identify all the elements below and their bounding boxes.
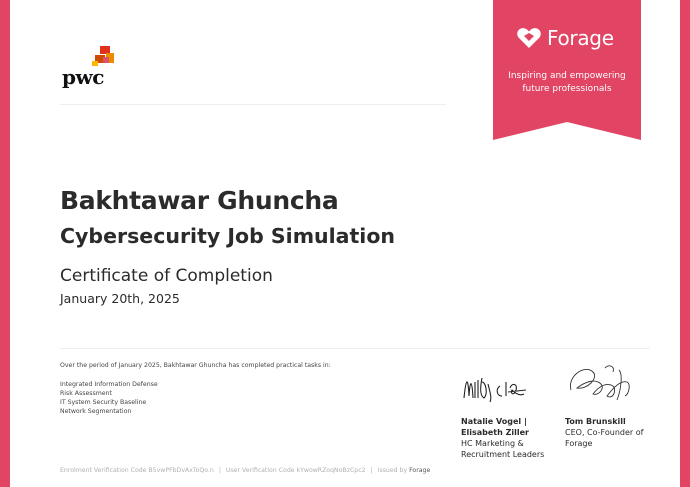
- list-item: Risk Assessment: [60, 390, 112, 397]
- issuer-name: Forage: [409, 467, 431, 474]
- divider-middle: [60, 348, 650, 349]
- verification-footer: [60, 467, 430, 474]
- banner-tagline: [493, 70, 641, 96]
- tagline-line-1: Inspiring and empowering: [508, 71, 626, 81]
- forage-banner: [493, 0, 641, 140]
- divider-top: [60, 104, 446, 105]
- signatory-role: Recruitment Leaders: [461, 450, 545, 459]
- pwc-logo: [60, 43, 120, 89]
- issued-by-label: Issued by: [377, 467, 408, 474]
- enrolment-code: Enrolment Verification Code B5vwPFbDvAxToQo.n: [60, 467, 214, 474]
- signatory-role: Forage: [565, 439, 593, 448]
- signature-brunskill: [565, 360, 640, 410]
- completion-description: Over the period of January 2025, Bakhtawar Ghuncha has completed practical tasks in:: [60, 362, 331, 369]
- signature-vogel-ziller: [460, 368, 560, 408]
- pwc-wordmark: pwc: [62, 65, 104, 89]
- forage-wordmark: Forage: [547, 26, 614, 50]
- signatory-vogel-ziller: [461, 416, 559, 460]
- program-title: Cybersecurity Job Simulation: [60, 224, 396, 248]
- list-item: Integrated Information Defense: [60, 381, 158, 388]
- user-code: User Verification Code kYwowRZoqNoBzCpc2: [225, 467, 366, 474]
- task-list: [60, 380, 158, 416]
- tagline-line-2: future professionals: [522, 84, 612, 94]
- footer-separator: |: [370, 467, 373, 474]
- recipient-name: Bakhtawar Ghuncha: [60, 186, 339, 215]
- certificate-card: [10, 0, 680, 487]
- signatory-brunskill: [565, 416, 660, 449]
- signatory-role: CEO, Co-Founder of: [565, 428, 644, 437]
- signatory-name: Natalie Vogel |: [461, 417, 527, 426]
- list-item: Network Segmentation: [60, 408, 132, 415]
- footer-separator: |: [218, 467, 221, 474]
- forage-logo: [517, 26, 614, 50]
- certificate-date: January 20th, 2025: [60, 291, 180, 306]
- signatory-role: HC Marketing &: [461, 439, 524, 448]
- forage-heart-icon: [517, 27, 541, 49]
- signatory-name: Tom Brunskill: [565, 417, 626, 426]
- certificate-title: Certificate of Completion: [60, 266, 273, 286]
- list-item: IT System Security Baseline: [60, 399, 147, 406]
- signatory-name: Elisabeth Ziller: [461, 428, 529, 437]
